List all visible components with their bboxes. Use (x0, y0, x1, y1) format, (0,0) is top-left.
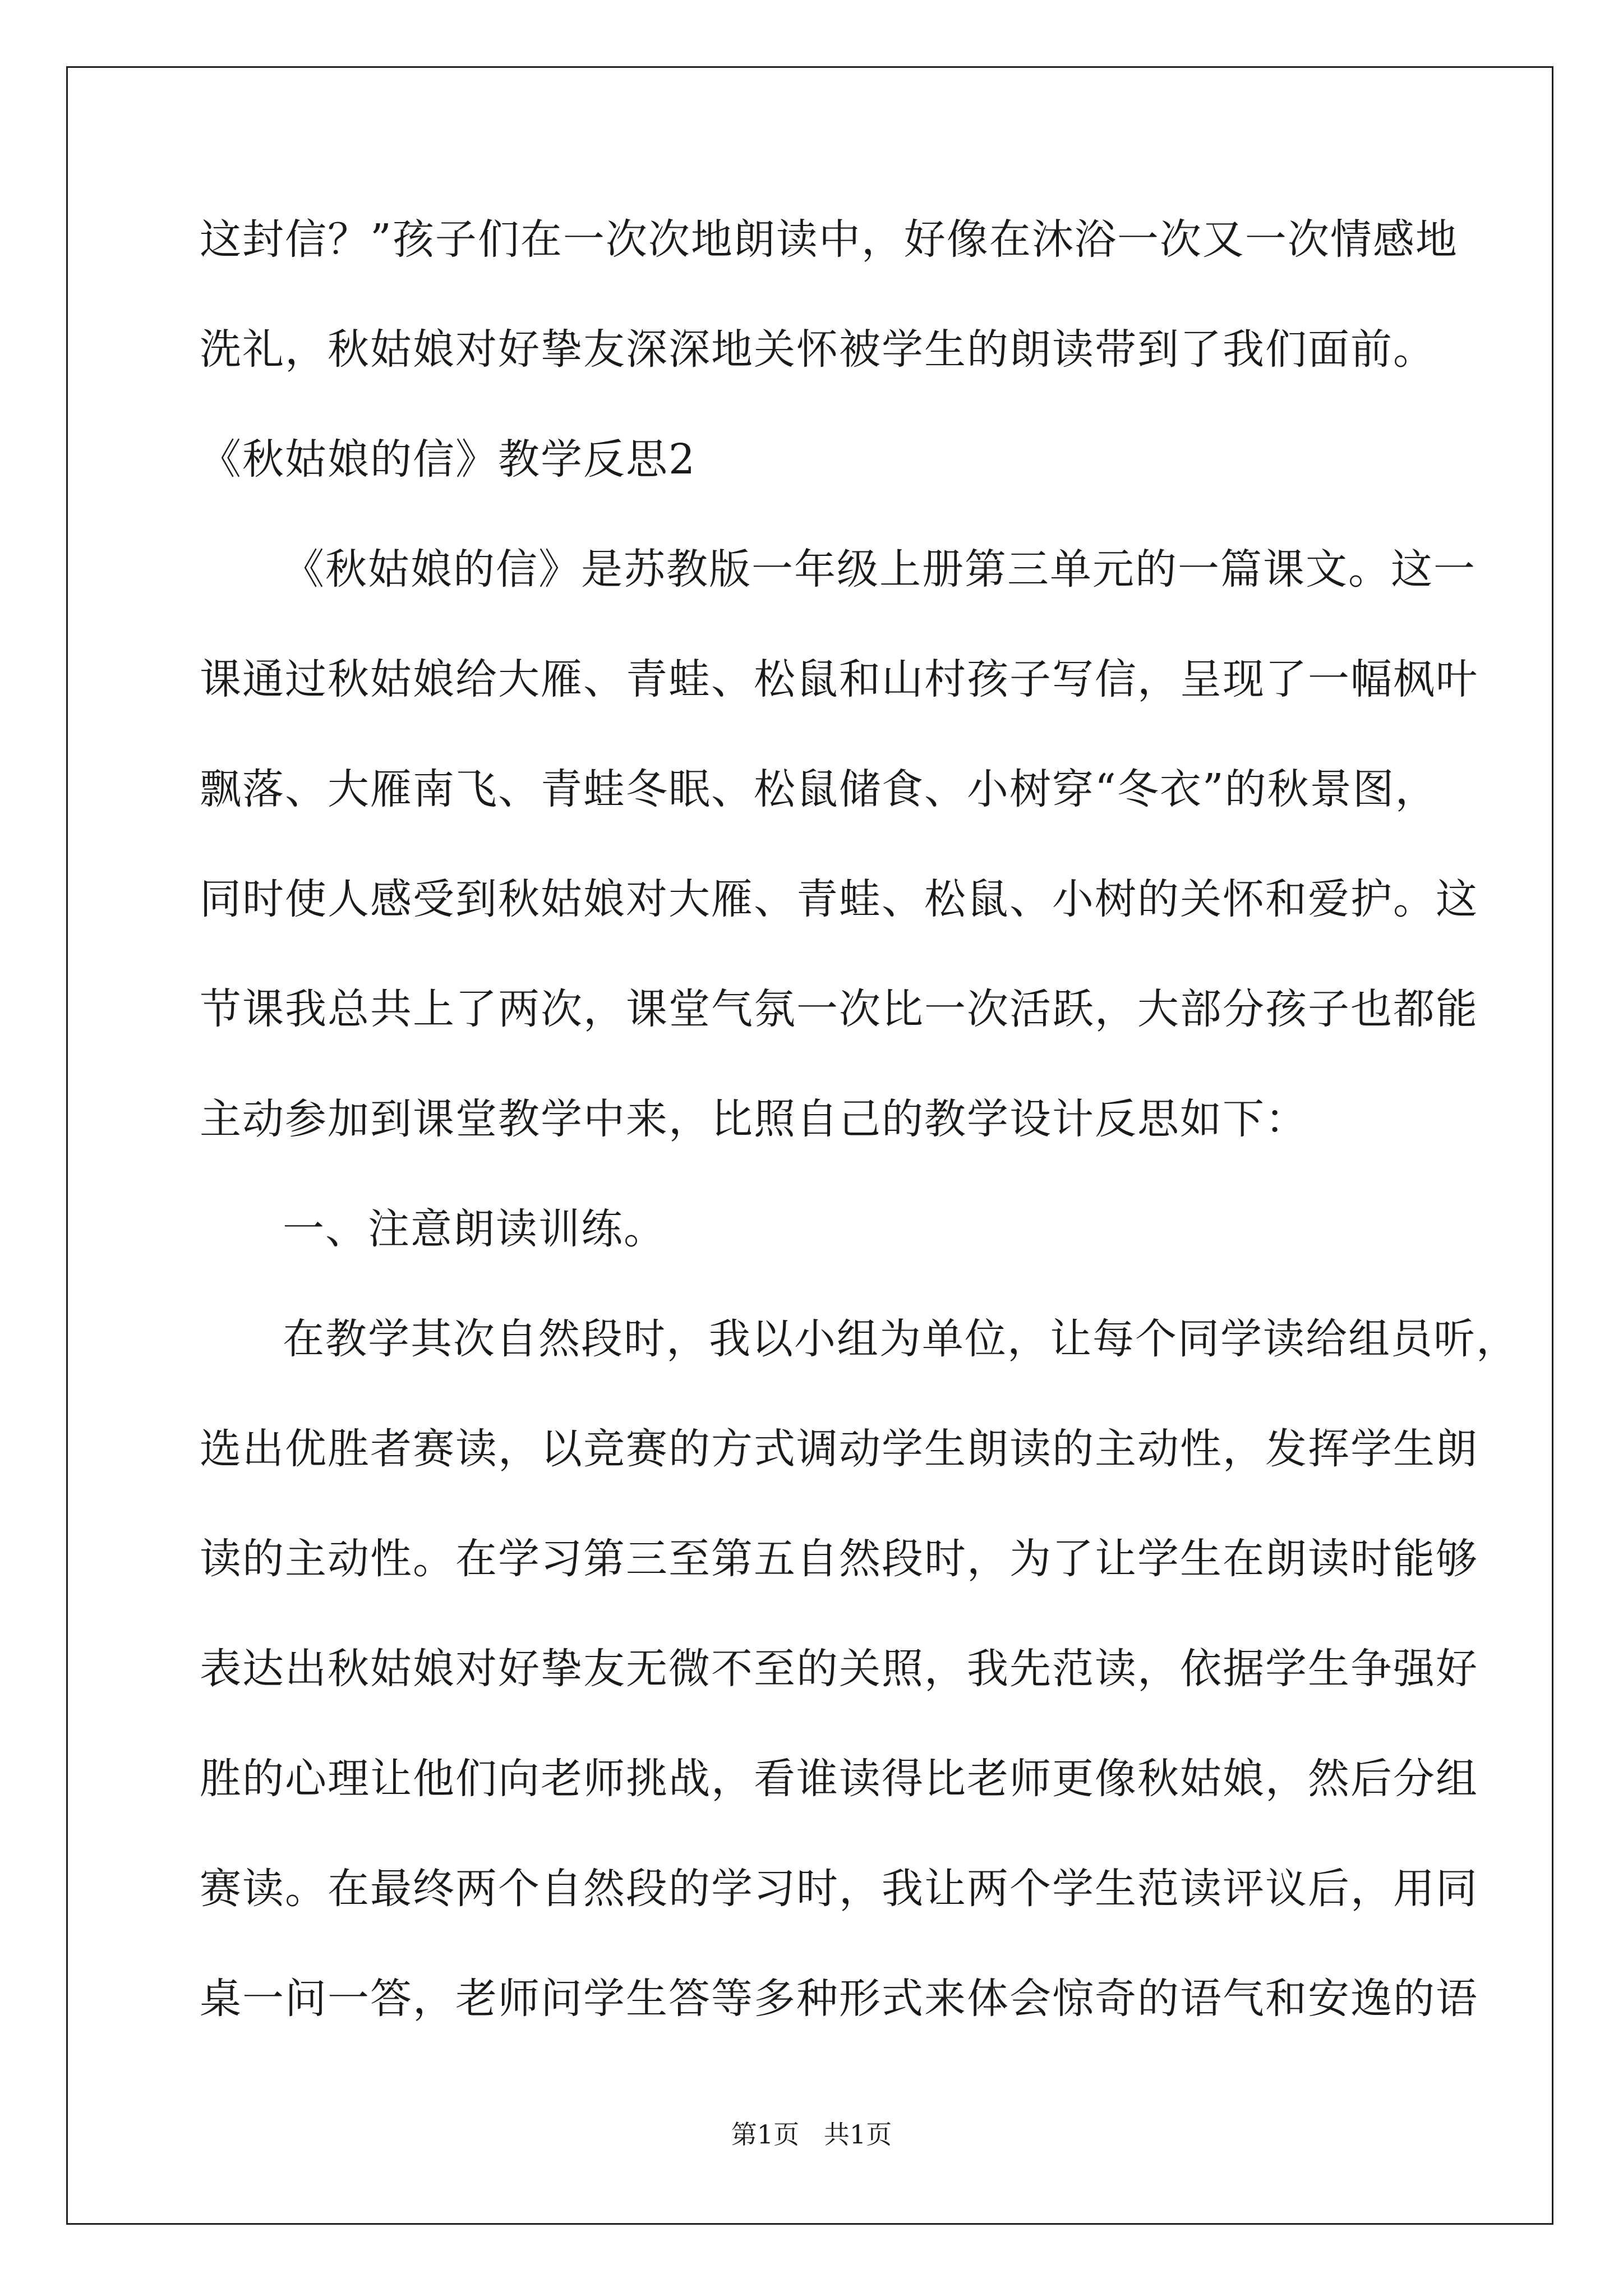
text-line: 节课我总共上了两次，课堂气氛一次比一次活跃，大部分孩子也都能 (200, 985, 1478, 1033)
text-line: 飘落、大雁南飞、青蛙冬眠、松鼠储食、小树穿“冬衣”的秋景图， (200, 765, 1438, 813)
text-line: 课通过秋姑娘给大雁、青蛙、松鼠和山村孩子写信，呈现了一幅枫叶 (200, 655, 1478, 703)
text-line: 赛读。在最终两个自然段的学习时，我让两个学生范读评议后，用同 (200, 1865, 1478, 1913)
text-line: 同时使人感受到秋姑娘对大雁、青蛙、松鼠、小树的关怀和爱护。这 (200, 875, 1478, 923)
text-line: 主动参加到课堂教学中来，比照自己的教学设计反思如下： (200, 1095, 1308, 1143)
text-line: 读的主动性。在学习第三至第五自然段时，为了让学生在朗读时能够 (200, 1535, 1478, 1583)
text-line: 《秋姑娘的信》是苏教版一年级上册第三单元的一篇课文。这一 (283, 545, 1476, 593)
section-heading: 《秋姑娘的信》教学反思2 (200, 435, 697, 484)
text-line: 这封信？”孩子们在一次次地朗读中，好像在沐浴一次又一次情感地 (200, 215, 1458, 264)
text-line: 桌一问一答，老师问学生答等多种形式来体会惊奇的语气和安逸的语 (200, 1975, 1478, 2023)
text-line: 选出优胜者赛读，以竞赛的方式调动学生朗读的主动性，发挥学生朗 (200, 1425, 1478, 1473)
text-line: 洗礼，秋姑娘对好挚友深深地关怀被学生的朗读带到了我们面前。 (200, 325, 1436, 374)
text-line: 胜的心理让他们向老师挑战，看谁读得比老师更像秋姑娘，然后分组 (200, 1755, 1478, 1803)
text-line: 在教学其次自然段时，我以小组为单位，让每个同学读给组员听， (283, 1315, 1519, 1363)
text-line: 表达出秋姑娘对好挚友无微不至的关照，我先范读，依据学生争强好 (200, 1645, 1478, 1693)
subheading: 一、注意朗读训练。 (283, 1205, 666, 1253)
page-footer: 第1页 共1页 (731, 2119, 892, 2150)
